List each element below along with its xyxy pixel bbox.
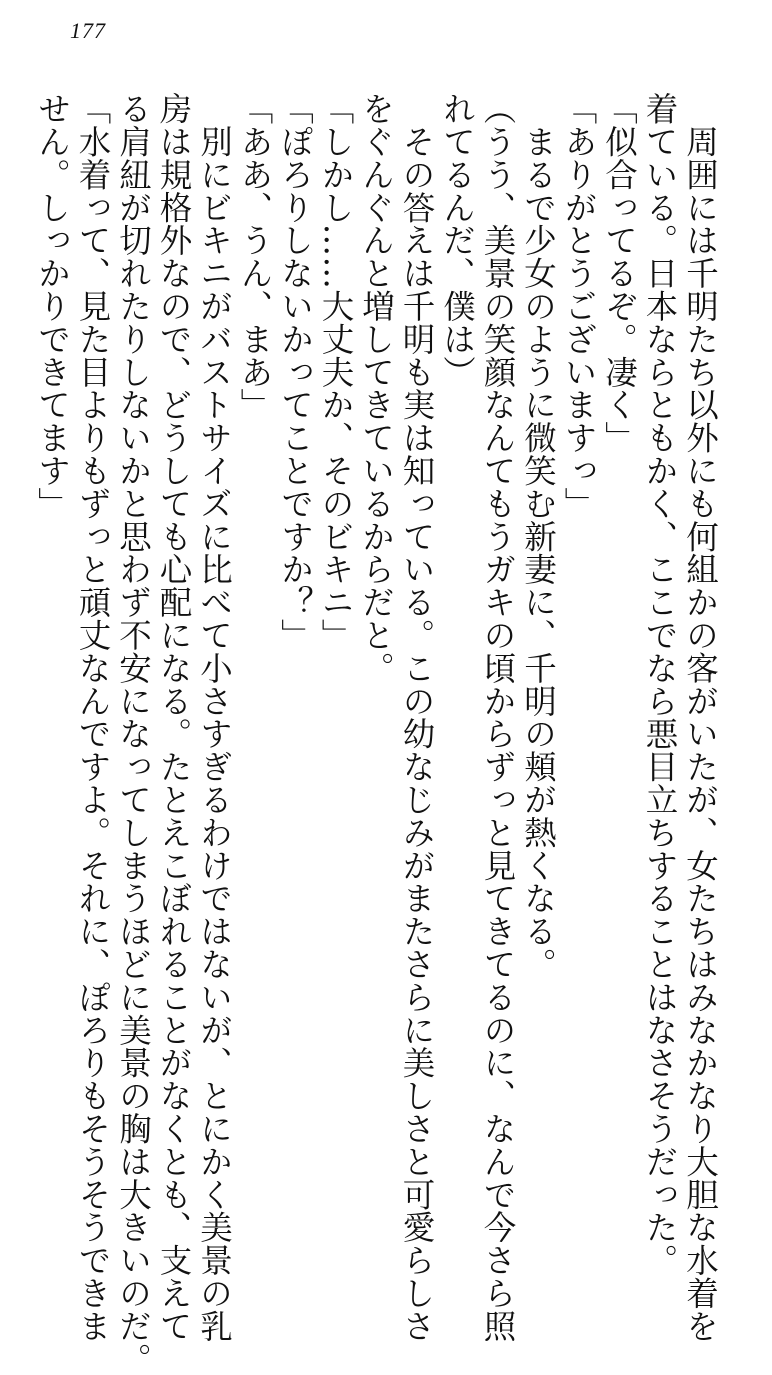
text-line: をぐんぐんと増してきているからだと。 (357, 92, 396, 685)
text-line: 「しかし……大丈夫か、そのビキニ」 (317, 92, 355, 652)
text-line: 「ぽろりしないかってことですか？」 (276, 92, 315, 652)
text-line: その答えは千明も実は知っている。この幼なじみがまたさらに美しさと可愛らしさ (398, 92, 436, 1343)
page-number: 177 (70, 18, 106, 43)
text-line: る肩紐が切れたりしないかと思わず不安になってしまうほどに美景の胸は大きいのだ。 (114, 92, 153, 1375)
text-line: まるで少女のように微笑む新妻に、千明の頬が熱くなる。 (519, 92, 558, 981)
text-line: 着ている。日本ならともかく、ここでなら悪目立ちすることはなさそうだった。 (641, 92, 679, 1277)
novel-text-body (32, 92, 720, 1375)
text-line: 房は規格外なので、どうしても心配になる。たとえこぼれることがなくとも、支えて (155, 92, 193, 1343)
text-line: 「ありがとうございますっ」 (560, 92, 598, 520)
text-line: せん。しっかりできてます」 (33, 92, 72, 520)
vertical-text-columns (32, 92, 721, 1375)
text-line: 周囲には千明たち以外にも何組かの客がいたが、女たちはみなかなり大胆な水着を (681, 92, 720, 1343)
text-line: 別にビキニがバストサイズに比べて小さすぎるわけではないが、とにかく美景の乳 (195, 92, 234, 1343)
text-line: （うう、美景の笑顔なんてもうガキの頃からずっと見てきてるのに、なんで今さら照 (479, 92, 517, 1343)
text-line: 「ああ、うん、まあ」 (236, 92, 274, 421)
text-line: れてるんだ、僕は） (438, 92, 477, 389)
text-line: 「水着って、見た目よりもずっと頑丈なんですよ。それに、ぽろりもそうそうできま (74, 92, 112, 1343)
text-line: 「似合ってるぞ。凄く」 (600, 92, 639, 454)
